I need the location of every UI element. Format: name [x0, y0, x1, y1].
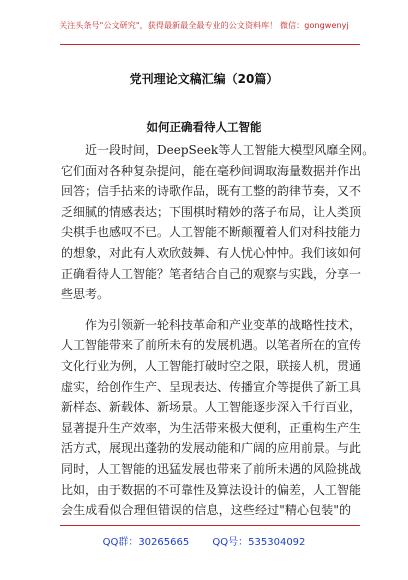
paragraph-2-line: 活方式，展现出蓬勃的发展动能和广阔的应用前景。与此: [61, 441, 362, 456]
paragraph-2-line: 会生成看似合理但错误的信息，这些经过"精心包装"的: [61, 503, 351, 518]
paragraph-2-line: 作为引领新一轮科技革命和产业变革的战略性技术，: [85, 317, 362, 332]
article-body: [61, 140, 375, 521]
footer-divider: [60, 525, 360, 526]
paragraph-1-line: 正确看待人工智能？笔者结合自己的观察与实践，分享一: [61, 266, 362, 281]
paragraph-1-line: 近一段时间，DeepSeek等人工智能大模型风靡全网。: [85, 143, 375, 157]
header-divider: [60, 44, 360, 45]
paragraph-1-line: 尖棋手也感叹不已。人工智能不断颠覆着人们对科技能力: [61, 225, 362, 240]
footer-qq-number: QQ号：535304092: [212, 537, 306, 548]
paragraph-1-line: 的想象，对此有人欢欣鼓舞、有人忧心忡忡。我们该如何: [61, 245, 362, 260]
article-title: 如何正确看待人工智能: [146, 120, 262, 134]
paragraph-gap: [61, 305, 351, 315]
paragraph-2-line: 人工智能带来了前所未有的发展机遇。以笔者所在的宣传: [61, 338, 362, 353]
footer-qq-group: QQ群：30265665: [102, 537, 190, 548]
footer-contact: [0, 533, 408, 548]
paragraph-1-line: 它们面对各种复杂提问，能在毫秒间调取海量数据并作出: [61, 163, 362, 178]
paragraph-2-line: 文化行业为例，人工智能打破时空之限，联接人机，贯通: [61, 358, 362, 373]
paragraph-1-line: 乏细腻的情感表达；下围棋时精妙的落子布局，让人类顶: [61, 204, 362, 219]
paragraph-1-line: 回答；信手拈来的诗歌作品，既有工整的韵律节奏，又不: [61, 184, 362, 199]
paragraph-2-line: 比如，由于数据的不可靠性及算法设计的偏差，人工智能: [61, 482, 362, 497]
paragraph-2-line: 新样态、新载体、新场景。人工智能逐步深入千行百业，: [61, 400, 362, 415]
paragraph-2-line: 虚实，给创作生产、呈现表达、传播宣介等提供了新工具: [61, 379, 362, 394]
header-promo-text: 关注头条号"公文研究"，获得最新最全最专业的公文资料库！ 微信：gongwenyj: [59, 21, 349, 30]
paragraph-2-line: 显著提升生产效率，为生活带来极大便利，正重构生产生: [61, 420, 362, 435]
paragraph-2-line: 同时，人工智能的迅猛发展也带来了前所未遇的风险挑战: [61, 461, 362, 476]
paragraph-1-line: 些思考。: [61, 287, 110, 302]
collection-title: 党刊理论文稿汇编（20篇）: [129, 72, 279, 86]
